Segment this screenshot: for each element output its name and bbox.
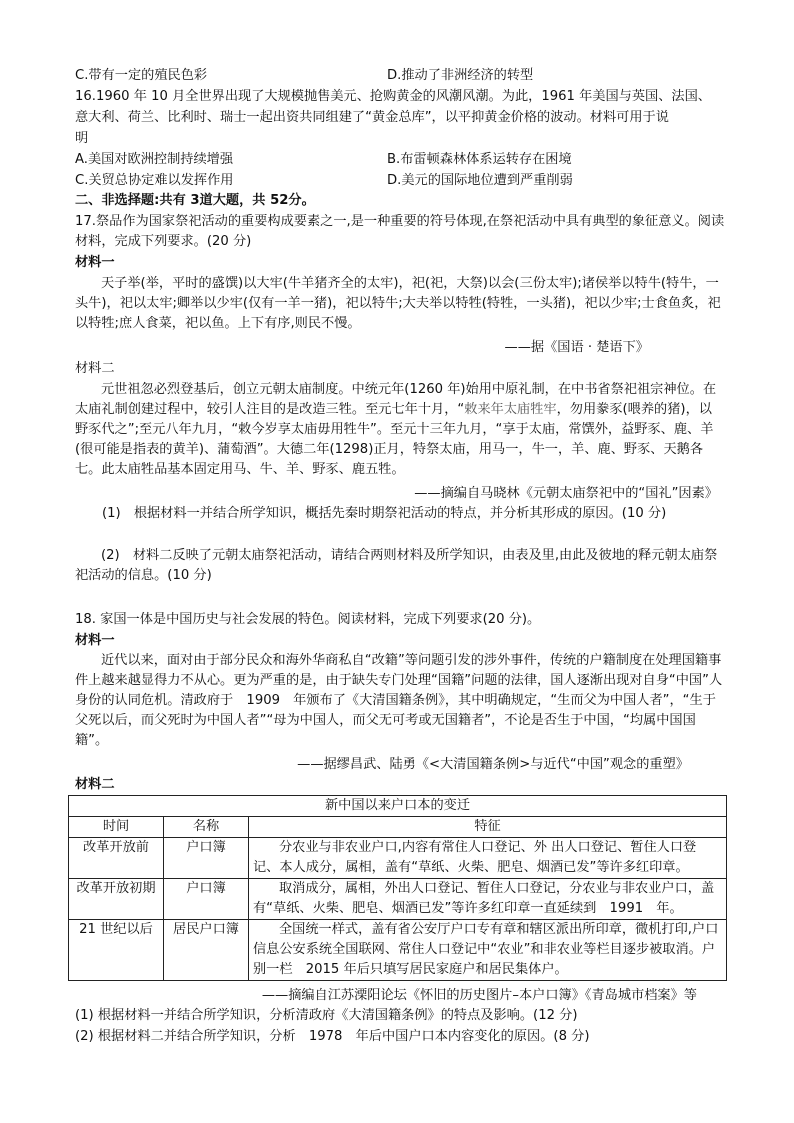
table-cell-time: 21 世纪以后: [69, 920, 164, 981]
q17-material-2-title: 材料二: [75, 361, 115, 376]
table-cell-name: 居民户口簿: [164, 920, 249, 981]
q16-option-c[interactable]: C.关贸总协定难以发挥作用: [75, 173, 234, 188]
q18-material-2-source: ——摘编自江苏溧阳论坛《怀旧的历史图片–本户口簿》《青岛城市档案》等: [261, 988, 697, 1003]
q17-sub-question-2: (2) 材料二反映了元朝太庙祭祀活动，请结合两则材料及所学知识，由表及里,由此及彼地的释元朝太庙祭祀活动的信息。(10 分): [75, 548, 718, 583]
q17-material-1-source: ——据《国语 · 楚语下》: [504, 340, 649, 355]
table-cell-name: 户口簿: [164, 838, 249, 879]
q15-option-c[interactable]: C.带有一定的殖民色彩: [75, 68, 208, 83]
table-cell-name: 户口簿: [164, 879, 249, 920]
q16-stem-line-3: 明: [75, 131, 89, 146]
table-row: [69, 920, 727, 981]
table-row: [69, 879, 727, 920]
q18-sub-question-2: (2) 根据材料二并结合所学知识，分析 1978 年后中国户口本内容变化的原因。(8 分): [75, 1029, 590, 1044]
q16-options-row-2: [75, 171, 725, 191]
table-cell-feature: 分农业与非农业户口,内容有常住人口登记、外 出人口登记、暂住人口登记、本人成分，属相，盖有“草纸、火柴、肥皂、烟酒已发”等许多红印章。: [249, 838, 727, 879]
table-cell-feature: 取消成分，属相，外出人口登记、暂住人口登记，分农业与非农业户口，盖有“草纸、火柴、肥皂、烟酒已发”等许多红印章一直延续到 1991 年。: [249, 879, 727, 920]
table-cell-feature: 全国统一样式，盖有省公安厅户口专有章和辖区派出所印章，微机打印,户口信息公安系统全国联网、常住人口登记中“农业”和非农业等栏目逐步被取消。户别一栏 2015 年后只填写居民家庭户和居民集体户。: [249, 920, 727, 981]
q18-material-1-text: 近代以来，面对由于部分民众和海外华商私自“改籍”等问题引发的涉外事件，传统的户籍制度在处理国籍事件上越来越显得力不从心。更为严重的是，由于缺失专门处理“国籍”问题的法律，国人逐渐出现对自身“中国”人身份的认同危机。清政府于 1909 年颁布了《大清国籍条例》，其中明确规定，“生而父为中国人者”，“生于父死以后，而父死时为中国人者”“母为中国人，而父无可考或无国籍者”，不论是否生于中国，“均属中国国籍”。: [75, 653, 723, 748]
q18-material-2-title: 材料二: [75, 777, 115, 792]
q16-option-d[interactable]: D.美元的国际地位遭到严重削弱: [387, 173, 573, 188]
q16-option-a[interactable]: A.美国对欧洲控制持续增强: [75, 152, 234, 167]
table-cell-time: 改革开放前: [69, 838, 164, 879]
q17-material-2-source: ——摘编自马晓林《元朝太庙祭祀中的“国礼”因素》: [414, 486, 718, 501]
section-2-heading: 二、非选择题:共有 3道大题，共 52分。: [75, 193, 315, 208]
q17-sub-question-1: (1) 根据材料一并结合所学知识，概括先秦时期祭祀活动的特点，并分析其形成的原因。(10 分): [102, 506, 667, 521]
q18-stem: 18. 家国一体是中国历史与社会发展的特色。阅读材料，完成下列要求(20 分)。: [75, 612, 541, 627]
table-caption-row: [69, 796, 727, 817]
table-cell-time: 改革开放初期: [69, 879, 164, 920]
table-header-name: 名称: [164, 817, 249, 838]
q17-material-2-text-b: 敕来年太庙牲牢: [464, 402, 557, 417]
table-header-feature: 特征: [249, 817, 727, 838]
q15-option-d[interactable]: D.推动了非洲经济的转型: [387, 68, 534, 83]
q16-stem-line-2: 意大利、荷兰、比利时、瑞士一起出资共同组建了“黄金总库”，以平抑黄金价格的波动。材料可用于说: [75, 110, 669, 125]
q16-options-row-1: [75, 150, 725, 170]
table-header-time: 时间: [69, 817, 164, 838]
q15-options-row: [75, 66, 725, 86]
table-header-row: [69, 817, 727, 838]
q16-stem-line-1: 16.1960 年 10 月全世界出现了大规模抛售美元、抢购黄金的风潮风潮。为此，1961 年美国与英国、法国、: [75, 89, 711, 104]
q17-material-2-text: [75, 380, 725, 480]
q17-material-2-text-c: ，勿用豢豕(喂养的猪)，以野豕代之”;至元八年九月，“敕今岁享太庙毋用牲牛”。至元十三年九月，“享于太庙，常馔外，益野豕、鹿、羊(很可能是指表的黄羊)、蒲萄酒”。大德二年(1298)正月，特祭太庙，用马一，牛一，羊、鹿、野豕、天鹅各七。此太庙牲品基本固定用马、牛、羊、野豕、鹿五牲。: [75, 402, 714, 477]
household-register-table: [68, 795, 727, 981]
q16-option-b[interactable]: B.布雷顿森林体系运转存在困境: [387, 152, 572, 167]
table-caption: 新中国以来户口本的变迁: [69, 796, 727, 817]
q18-material-1-source: ——据缪昌武、陆勇《<大清国籍条例>与近代“中国”观念的重塑》: [297, 757, 689, 772]
q17-material-2-text-a: 元世祖忽必烈登基后，创立元朝太庙制度。中统元年(1260 年)始用中原礼制，在中书省祭祀祖宗神位。在太庙礼制创建过程中，较引人注目的是改造三牲。至元七年十月，“: [75, 382, 717, 417]
q17-material-1-text: 天子举(举，平时的盛馔)以大牢(牛羊猪齐全的太牢)，祀(祀，大祭)以会(三份太牢);诸侯举以特牛(特牛，一头牛)，祀以太牢;卿举以少牢(仅有一羊一猪)，祀以特牛;大夫举以特牲(特牲，一头猪)，祀以少牢;士食鱼炙，祀以特牲;庶人食菜，祀以鱼。上下有序,则民不慢。: [75, 276, 721, 331]
q17-stem: 17.祭品作为国家祭祀活动的重要构成要素之一,是一种重要的符号体现,在祭祀活动中具有典型的象征意义。阅读材料，完成下列要求。(20 分): [75, 214, 725, 249]
q18-sub-question-1: (1) 根据材料一并结合所学知识，分析清政府《大清国籍条例》的特点及影响。(12 分): [75, 1008, 578, 1023]
q18-material-1-title: 材料一: [75, 633, 115, 648]
q17-material-1-title: 材料一: [75, 255, 115, 270]
table-row: [69, 838, 727, 879]
